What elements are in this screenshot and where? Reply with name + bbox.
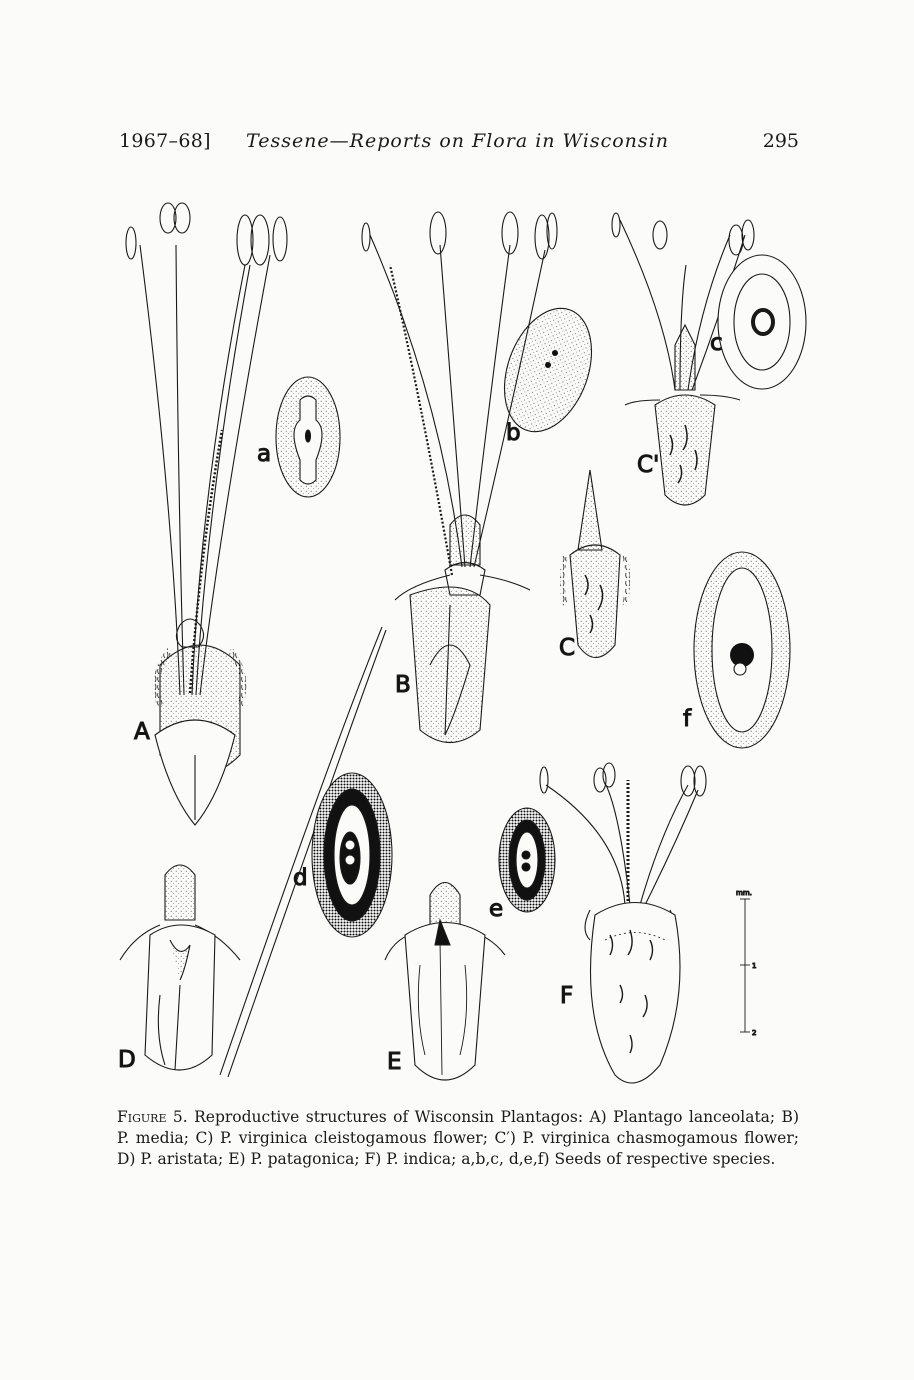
panel-label-f: f bbox=[683, 706, 692, 732]
caption-lead: Figure 5. bbox=[117, 1108, 188, 1126]
panel-label-a: a bbox=[257, 441, 272, 467]
seed-b bbox=[489, 296, 608, 446]
panel-label-b: b bbox=[506, 420, 521, 446]
seed-c bbox=[710, 255, 806, 389]
panel-label-F: F bbox=[560, 983, 574, 1009]
panel-label-D: D bbox=[118, 1047, 136, 1073]
volume-years: 1967–68] bbox=[119, 130, 211, 152]
panel-label-d: d bbox=[293, 865, 308, 891]
caption-text: Reproductive structures of Wisconsin Plantagos: A) Plantago lanceolata; B) P. media; C) P. virginica cleistogamous flower; C′) P. virginica chasmogamous flower; D) P. aristata; E) P. patagonica; F) P. indica; a,b,c, d,e,f) Seeds of respective species. bbox=[117, 1108, 799, 1168]
panel-label-C-prime: C' bbox=[637, 452, 660, 478]
botanical-illustration bbox=[100, 195, 820, 1095]
panel-label-C: C bbox=[559, 635, 576, 661]
drawing-C-cleistogamous bbox=[559, 470, 628, 661]
figure-caption bbox=[117, 1107, 799, 1170]
panel-label-A: A bbox=[134, 719, 150, 745]
drawing-B-media bbox=[362, 212, 557, 743]
figure-plate bbox=[100, 195, 820, 1095]
scale-tick-1: 1 bbox=[752, 962, 757, 970]
drawing-A-lanceolata bbox=[126, 203, 287, 825]
panel-label-B: B bbox=[395, 672, 411, 698]
panel-label-c: c bbox=[710, 330, 723, 356]
seed-e bbox=[489, 808, 555, 922]
page-number: 295 bbox=[762, 130, 799, 152]
panel-label-e: e bbox=[489, 896, 504, 922]
drawing-E-patagonica bbox=[385, 883, 505, 1081]
panel-label-E: E bbox=[387, 1049, 402, 1075]
drawing-F-indica bbox=[540, 763, 706, 1083]
scale-bar bbox=[736, 889, 756, 1037]
running-title: Tessene—Reports on Flora in Wisconsin bbox=[246, 130, 669, 152]
seed-d bbox=[293, 773, 392, 937]
seed-f bbox=[683, 552, 790, 748]
scale-unit: mm. bbox=[736, 889, 752, 897]
running-head bbox=[119, 130, 799, 160]
scale-tick-2: 2 bbox=[752, 1029, 757, 1037]
seed-a bbox=[257, 377, 340, 497]
